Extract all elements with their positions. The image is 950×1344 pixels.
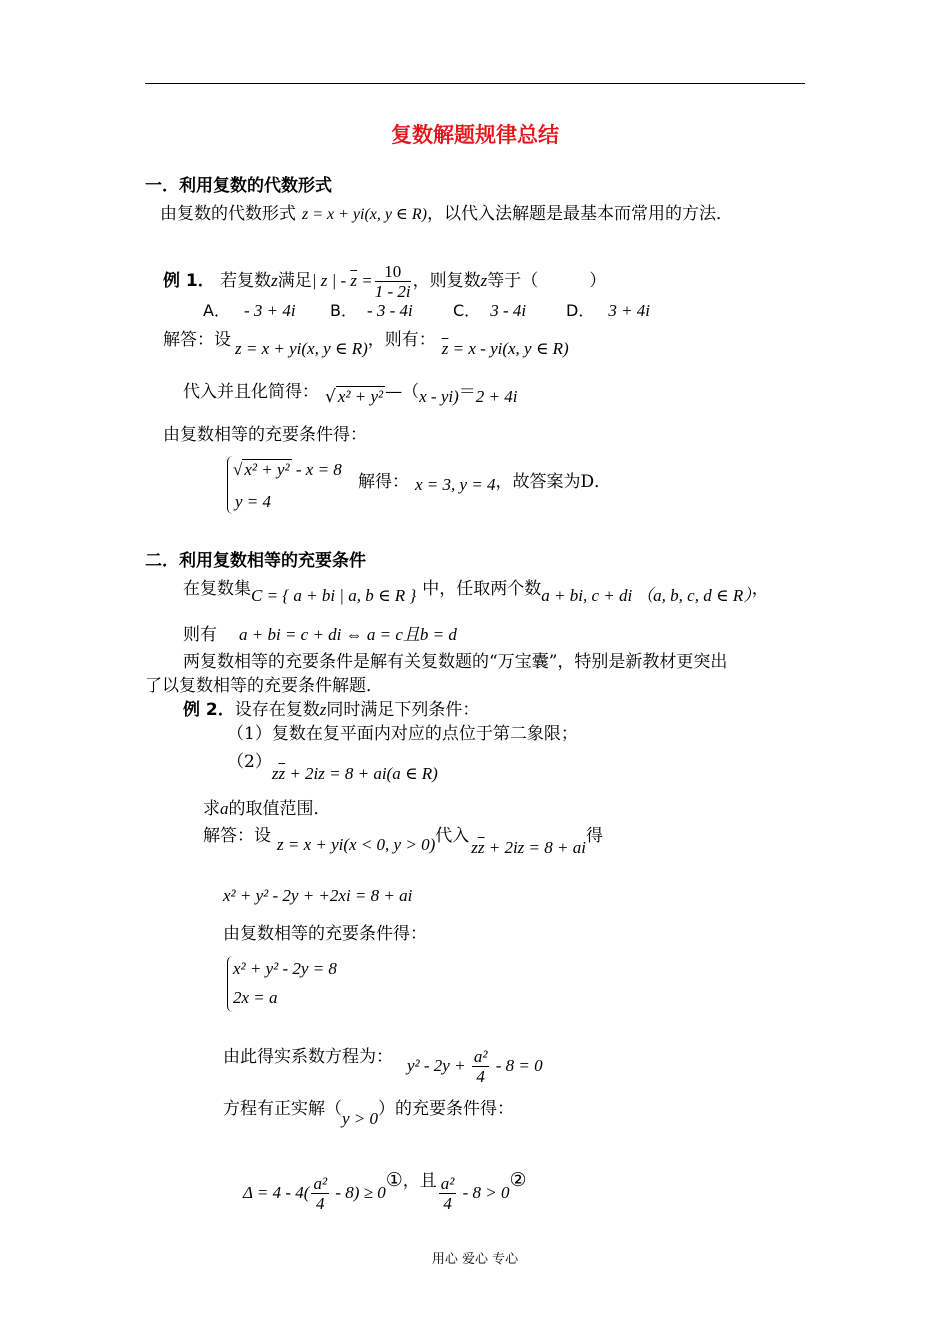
discriminant-post: - 8) ≥ 0 bbox=[331, 1183, 386, 1202]
answer-2-formula: z = x + yi(x < 0, y > 0) bbox=[277, 835, 436, 854]
condition-2-label: （2） bbox=[227, 752, 272, 772]
option-d-value: 3 + 4i bbox=[608, 301, 651, 320]
answer-2-de: 得 bbox=[585, 826, 603, 846]
option-a-value: - 3 + 4i bbox=[243, 301, 296, 320]
real-equation-line bbox=[223, 1038, 543, 1086]
condition-label-2: 由复数相等的充要条件得： bbox=[223, 924, 427, 944]
option-d bbox=[566, 300, 650, 322]
document-title: 复数解题规律总结 bbox=[391, 123, 559, 147]
substitution-rhs: 2 + 4i bbox=[475, 387, 518, 406]
discriminant-line bbox=[243, 1162, 527, 1213]
example-1-post-2: 等于（ ） bbox=[487, 271, 607, 291]
solution-conclusion: ，故答案为D． bbox=[495, 472, 612, 492]
answer-mid: ，则有： bbox=[367, 330, 436, 350]
option-b-label: B． bbox=[330, 301, 357, 320]
example-1-condition-zbar: $\overline{z}$ bbox=[350, 271, 358, 290]
option-a-label: A． bbox=[203, 301, 230, 320]
ask-line bbox=[203, 798, 331, 820]
equality-formula: a + bi = c + di ⇔ a = c且b = d bbox=[239, 625, 457, 644]
example-1-z-2: z bbox=[480, 271, 488, 290]
equality-label: 则有 bbox=[183, 625, 217, 645]
last-post: - 8 > 0 bbox=[458, 1183, 510, 1202]
real-equation-fraction bbox=[472, 1047, 490, 1086]
system-1-line-2: y = 4 bbox=[235, 492, 272, 511]
condition-2-rest: + 2iz = 8 + ai(a ∈ R) bbox=[285, 764, 438, 783]
example-1-condition-eq: = bbox=[357, 271, 373, 290]
positive-root-post: ）的充要条件得： bbox=[378, 1099, 515, 1119]
real-fraction-denominator: 4 bbox=[476, 1067, 485, 1086]
example-2-prefix: 设存在复数 bbox=[234, 700, 320, 720]
option-b bbox=[330, 300, 413, 322]
substitution-dash: —（ bbox=[385, 382, 420, 402]
intro-prefix: 由复数的代数形式 bbox=[160, 204, 296, 224]
example-2-label: 例 2． bbox=[183, 700, 235, 720]
example-1-post-1: ，则复数 bbox=[412, 271, 481, 291]
answer-2-label: 解答：设 bbox=[203, 826, 271, 846]
positive-root-line bbox=[223, 1098, 515, 1128]
discriminant-denominator: 4 bbox=[316, 1194, 325, 1213]
example-2-statement bbox=[183, 699, 479, 721]
discriminant-fraction bbox=[311, 1174, 329, 1213]
system-2-line-2: 2x = a bbox=[233, 988, 278, 1007]
example-2-answer bbox=[203, 825, 603, 857]
set-numbers: a + bi, c + di bbox=[541, 586, 633, 605]
equality-line bbox=[183, 624, 457, 646]
system-1-line-1: √ x² + y² - x = 8 bbox=[233, 460, 342, 479]
option-d-label: D． bbox=[566, 301, 595, 320]
expanded-equation: x² + y² - 2y + +2xi = 8 + ai bbox=[223, 886, 413, 905]
ask-a: a bbox=[220, 799, 229, 818]
substitution-paren: x - yi) bbox=[419, 387, 459, 406]
option-c bbox=[453, 300, 526, 322]
condition-2-z: z bbox=[271, 764, 279, 783]
substitution-line bbox=[183, 381, 518, 407]
answer-label: 解答：设 bbox=[163, 330, 231, 350]
and-text: ，且 bbox=[402, 1171, 437, 1191]
sqrt-radicand: x² + y² bbox=[337, 387, 384, 406]
substitution-label: 代入并且化简得： bbox=[183, 382, 319, 402]
solution-values: x = 3, y = 4 bbox=[415, 475, 496, 494]
solution-label: 解得： bbox=[358, 472, 409, 492]
answer-2-z: z bbox=[471, 838, 478, 857]
set-suffix: ， bbox=[751, 579, 769, 599]
system-1-radicand: x² + y² bbox=[244, 460, 290, 479]
condition-label-1: 由复数相等的充要条件得： bbox=[163, 425, 367, 445]
answer-2-rest: + 2iz = 8 + ai bbox=[484, 838, 586, 857]
answer-formula-2: = x - yi(x, y ∈ R) bbox=[448, 339, 569, 358]
last-denominator: 4 bbox=[443, 1194, 452, 1213]
answer-2-zbar: $\overline{z}$ bbox=[477, 838, 485, 857]
real-equation-post: - 8 = 0 bbox=[491, 1056, 543, 1075]
discriminant-numerator: a² bbox=[313, 1174, 328, 1193]
substitution-eq: ＝ bbox=[458, 382, 476, 402]
circled-two: ② bbox=[509, 1169, 527, 1191]
example-1-mid: 满足 bbox=[277, 271, 312, 291]
intro-formula: z = x + yi(x, y ∈ R) bbox=[302, 206, 427, 223]
example-1-statement bbox=[163, 262, 606, 301]
ask-suffix: 的取值范围． bbox=[228, 799, 331, 819]
example-1-condition-left: | z | - bbox=[311, 271, 351, 290]
example-2-suffix: 同时满足下列条件： bbox=[326, 700, 480, 720]
sqrt-expression: √ x² + y² bbox=[325, 387, 384, 407]
positive-root-math: y > 0 bbox=[342, 1109, 379, 1128]
option-a bbox=[203, 300, 296, 322]
system-2-line-1: x² + y² - 2y = 8 bbox=[233, 959, 337, 978]
page-footer: 用心 爱心 专心 bbox=[431, 1252, 519, 1267]
real-fraction-numerator: a² bbox=[473, 1047, 488, 1066]
fraction-numerator: 10 bbox=[375, 262, 411, 282]
answer-2-sub: 代入 bbox=[435, 826, 470, 846]
circled-one: ① bbox=[385, 1169, 403, 1191]
intro-suffix: ，以代入法解题是最基本而常用的方法． bbox=[426, 204, 733, 224]
section-2-heading: 二．利用复数相等的充要条件 bbox=[145, 551, 366, 571]
option-b-value: - 3 - 4i bbox=[366, 301, 413, 320]
set-mid: 中，任取两个数 bbox=[422, 579, 542, 599]
example-1-fraction bbox=[375, 262, 411, 301]
real-equation-label: 由此得实系数方程为： bbox=[223, 1047, 393, 1067]
condition-2-zbar: $\overline{z}$ bbox=[278, 764, 286, 783]
complex-set-line bbox=[183, 578, 769, 605]
positive-root-label: 方程有正实解（ bbox=[223, 1099, 342, 1119]
discriminant-pre: Δ = 4 - 4( bbox=[243, 1183, 310, 1202]
header-rule bbox=[145, 83, 805, 84]
condition-2 bbox=[227, 751, 438, 783]
paragraph-line-2: 了以复数相等的充要条件解题． bbox=[145, 676, 383, 696]
system-1-line-1-rest: - x = 8 bbox=[291, 460, 342, 479]
section-1-intro bbox=[160, 203, 733, 226]
set-condition: （a, b, c, d ∈ R） bbox=[636, 586, 752, 605]
ask-prefix: 求 bbox=[203, 799, 220, 819]
example-2-z: z bbox=[319, 700, 327, 719]
example-1-z: z bbox=[271, 271, 278, 290]
option-c-label: C． bbox=[453, 301, 481, 320]
system-1-solution bbox=[358, 471, 611, 493]
last-numerator: a² bbox=[440, 1174, 455, 1193]
option-c-value: 3 - 4i bbox=[490, 301, 527, 320]
example-1-label: 例 1． bbox=[163, 271, 215, 291]
fraction-denominator: 1 - 2i bbox=[374, 282, 411, 301]
condition-1: （1）复数在复平面内对应的点位于第二象限； bbox=[227, 724, 578, 744]
real-equation-pre: y² - 2y + bbox=[407, 1056, 470, 1075]
last-fraction bbox=[439, 1174, 457, 1213]
example-1-answer bbox=[163, 329, 569, 358]
answer-zbar: $\overline{z}$ bbox=[441, 339, 449, 358]
section-1-heading: 一．利用复数的代数形式 bbox=[145, 176, 332, 196]
paragraph-line-1: 两复数相等的充要条件是解有关复数题的“万宝囊”，特别是新教材更突出 bbox=[183, 652, 728, 672]
set-prefix: 在复数集 bbox=[183, 579, 251, 599]
example-1-prefix: 若复数 bbox=[220, 271, 272, 291]
set-definition: C = { a + bi | a, b ∈ R } bbox=[251, 586, 417, 605]
answer-formula-1: z = x + yi(x, y ∈ R) bbox=[235, 339, 368, 358]
